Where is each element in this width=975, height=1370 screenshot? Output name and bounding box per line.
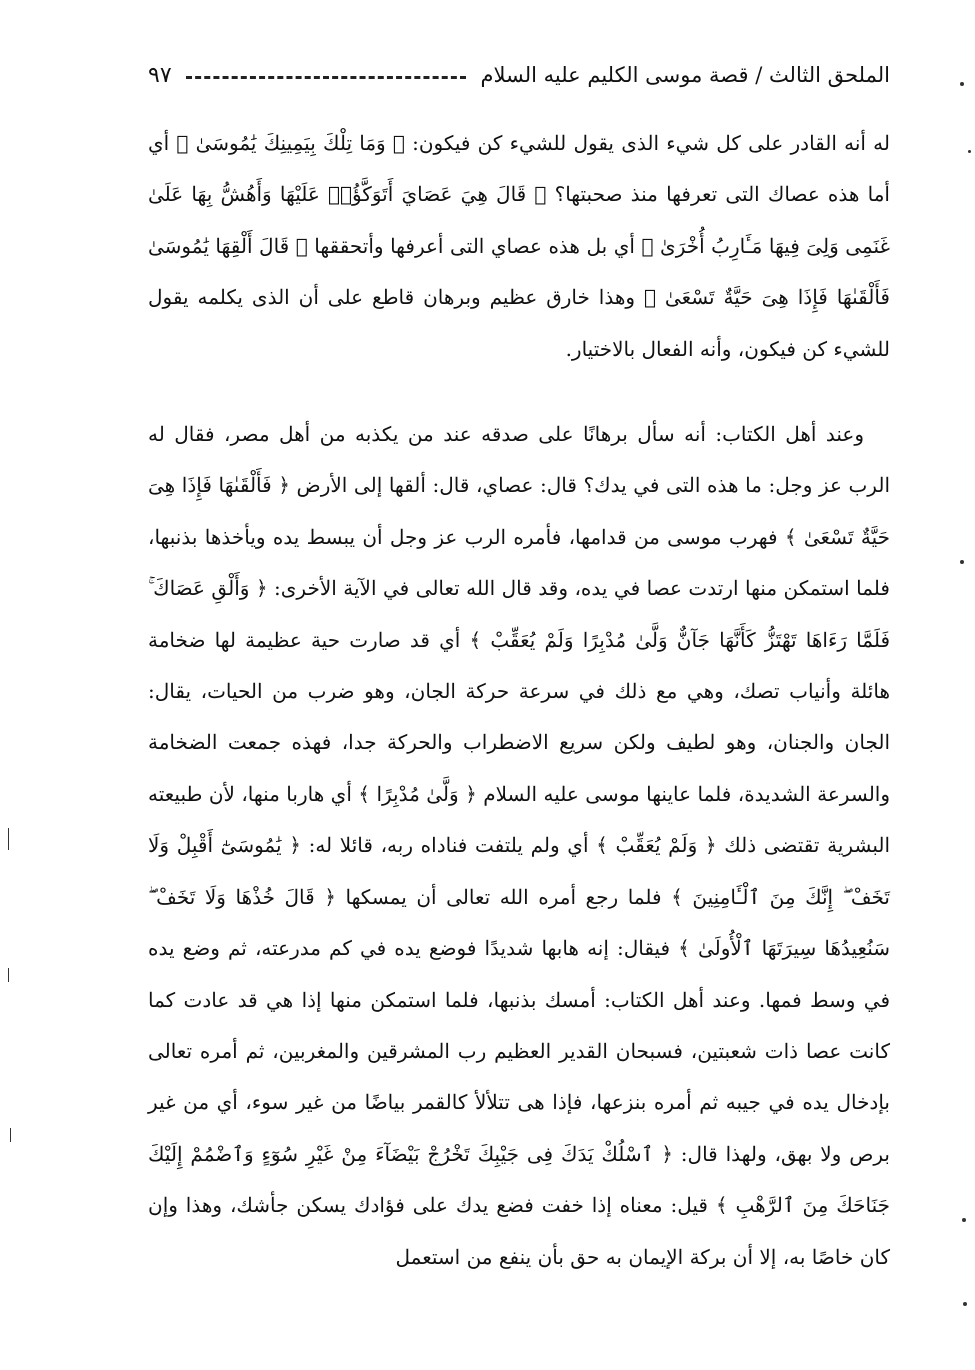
header-leader-dots xyxy=(186,76,467,79)
scan-mark xyxy=(962,1218,966,1222)
scan-mark xyxy=(968,150,971,153)
scan-mark xyxy=(960,560,964,564)
paragraph: له أنه القادر على كل شيء الذى يقول للشيء كن فيكون: ﴿ وَمَا تِلْكَ بِيَمِينِكَ يَٰمُوسَىٰ ﴾ أي أما هذه عصاك التى تعرفها منذ صحبتها؟ ﴿ قَالَ هِيَ عَصَايَ أَتَوَكَّؤُا۟ عَلَيْهَا وَأَهُشُّ بِهَا عَلَىٰ غَنَمِى وَلِىَ فِيهَا مَـَٔارِبُ أُخْرَىٰ ﴾ أي بل هذه عصاي التى أعرفها وأتحققها ﴿ قَالَ أَلْقِهَا يَٰمُوسَىٰ فَأَلْقَىٰهَا فَإِذَا هِىَ حَيَّةٌ تَسْعَىٰ ﴾ وهذا خارق عظيم وبرهان قاطع على أن الذى يكلمه يقول للشيء كن فيكون، وأنه الفعال بالاختيار. xyxy=(148,131,890,361)
page-number: ٩٧ xyxy=(148,62,172,88)
scan-mark xyxy=(960,82,964,86)
scan-mark xyxy=(10,1128,11,1142)
body-text xyxy=(148,118,890,1283)
page-header xyxy=(148,55,890,95)
scan-mark xyxy=(8,828,9,850)
scan-mark xyxy=(8,968,9,982)
scan-mark xyxy=(963,1302,967,1306)
paragraph: وعند أهل الكتاب: أنه سأل برهانًا على صدقه عند من يكذبه من أهل مصر، فقال له الرب عز وجل: ما هذه التى في يدك؟ قال: عصاي، قال: ألقها إلى الأرض ﴿ فَأَلْقَىٰهَا فَإِذَا هِىَ حَيَّةٌ تَسْعَىٰ ﴾ فهرب موسى من قدامها، فأمره الرب عز وجل أن يبسط يده ويأخذها بذنبها، فلما استمكن منها ارتدت عصا في يده، وقد قال الله تعالى في الآية الأخرى: ﴿ وَأَلْقِ عَصَاكَ ۚ فَلَمَّا رَءَاهَا تَهْتَزُّ كَأَنَّهَا جَآنٌّ وَلَّىٰ مُدْبِرًا وَلَمْ يُعَقِّبْ ﴾ أي قد صارت حية عظيمة لها ضخامة هائلة وأنياب تصك، وهي مع ذلك في سرعة حركة الجان، وهو ضرب من الحيات، يقال: الجان والجنان، وهو لطيف ولكن سريع الاضطراب والحركة جدا، فهذه جمعت الضخامة والسرعة الشديدة، فلما عاينها موسى عليه السلام ﴿ وَلَّىٰ مُدْبِرًا ﴾ أي هاربا منها، لأن طبيعته البشرية تقتضى ذلك ﴿ وَلَمْ يُعَقِّبْ ﴾ أي ولم يلتفت فناداه ربه، قائلا له: ﴿ يَٰمُوسَىٰٓ أَقْبِلْ وَلَا تَخَفْ ۖ إِنَّكَ مِنَ ٱلْـَٔامِنِينَ ﴾ فلما رجع أمره الله تعالى أن يمسكها ﴿ قَالَ خُذْهَا وَلَا تَخَفْ ۖ سَنُعِيدُهَا سِيرَتَهَا ٱلْأُولَىٰ ﴾ فيقال: إنه هابها شديدًا فوضع يده في كم مدرعته، ثم وضع يده في وسط فمها. وعند أهل الكتاب: أمسك بذنبها، فلما استمكن منها إذا هي قد عادت كما كانت عصا ذات شعبتين، فسبحان القدير العظيم رب المشرقين والمغربين، ثم أمره تعالى بإدخال يده في جيبه ثم أمره بنزعها، فإذا هى تتلألأ كالقمر بياضًا من غير سوء، أي من غير برص ولا بهق، ولهذا قال: ﴿ ٱسْلُكْ يَدَكَ فِى جَيْبِكَ تَخْرُجْ بَيْضَآءَ مِنْ غَيْرِ سُوٓءٍ وَٱضْمُمْ إِلَيْكَ جَنَاحَكَ مِنَ ٱلرَّهْبِ ﴾ قيل: معناه إذا خفت فضع يدك على فؤادك يسكن جأشك، وهذا وإن كان خاصًا به، إلا أن بركة الإيمان به حق بأن ينفع من استعمل xyxy=(148,422,891,1269)
running-title: الملحق الثالث / قصة موسى الكليم عليه السلام xyxy=(480,63,890,87)
